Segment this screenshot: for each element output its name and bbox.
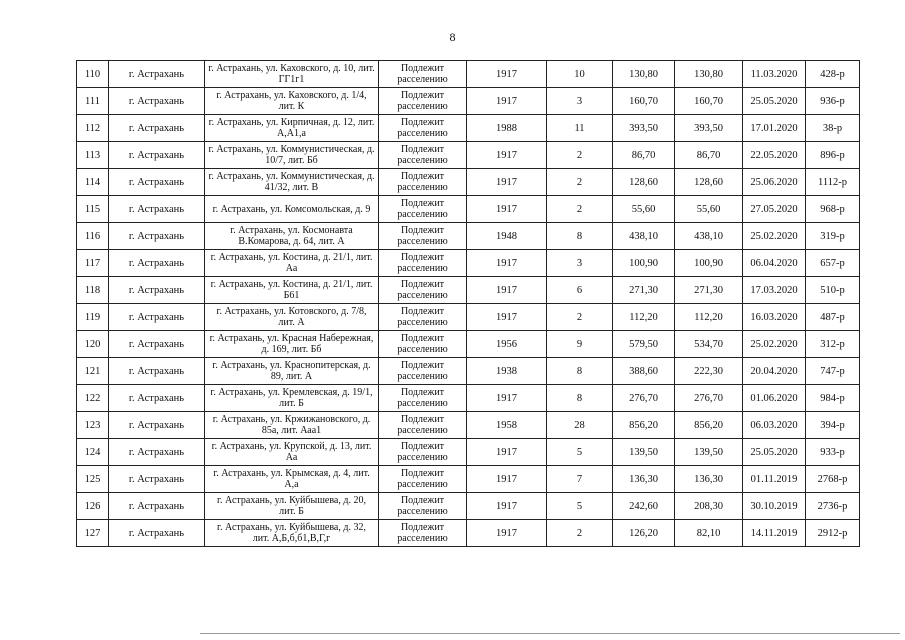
row-number-cell: 118 bbox=[77, 277, 109, 304]
order-number-cell: 428-р bbox=[806, 61, 860, 88]
table-row bbox=[77, 142, 860, 169]
residents-cell: 2 bbox=[547, 520, 613, 547]
date-cell: 01.06.2020 bbox=[743, 385, 806, 412]
row-number-cell: 126 bbox=[77, 493, 109, 520]
address-cell: г. Астрахань, ул. Котовского, д. 7/8, лит. А bbox=[205, 304, 379, 331]
page-number: 8 bbox=[449, 30, 456, 44]
status-cell: Подлежит расселению bbox=[379, 250, 467, 277]
order-number-cell: 747-р bbox=[806, 358, 860, 385]
order-number-cell: 2768-р bbox=[806, 466, 860, 493]
total-area-cell: 139,50 bbox=[613, 439, 675, 466]
date-cell: 17.03.2020 bbox=[743, 277, 806, 304]
residents-cell: 2 bbox=[547, 196, 613, 223]
table-row bbox=[77, 196, 860, 223]
city-cell: г. Астрахань bbox=[109, 277, 205, 304]
status-cell: Подлежит расселению bbox=[379, 385, 467, 412]
total-area-cell: 55,60 bbox=[613, 196, 675, 223]
address-cell: г. Астрахань, ул. Красная Набережная, д. 169, лит. Бб bbox=[205, 331, 379, 358]
address-cell: г. Астрахань, ул. Куйбышева, д. 32, лит. А,Б,б,б1,В,Г,г bbox=[205, 520, 379, 547]
status-cell: Подлежит расселению bbox=[379, 142, 467, 169]
residential-area-cell: 82,10 bbox=[675, 520, 743, 547]
order-number-cell: 1112-р bbox=[806, 169, 860, 196]
year-cell: 1917 bbox=[467, 466, 547, 493]
status-cell: Подлежит расселению bbox=[379, 61, 467, 88]
year-cell: 1917 bbox=[467, 304, 547, 331]
residential-area-cell: 130,80 bbox=[675, 61, 743, 88]
residents-cell: 9 bbox=[547, 331, 613, 358]
status-cell: Подлежит расселению bbox=[379, 331, 467, 358]
address-cell: г. Астрахань, ул. Крымская, д. 4, лит. А,а bbox=[205, 466, 379, 493]
order-number-cell: 312-р bbox=[806, 331, 860, 358]
date-cell: 20.04.2020 bbox=[743, 358, 806, 385]
date-cell: 22.05.2020 bbox=[743, 142, 806, 169]
residents-cell: 6 bbox=[547, 277, 613, 304]
table-row bbox=[77, 169, 860, 196]
residential-area-cell: 393,50 bbox=[675, 115, 743, 142]
row-number-cell: 112 bbox=[77, 115, 109, 142]
residential-area-cell: 139,50 bbox=[675, 439, 743, 466]
address-cell: г. Астрахань, ул. Кирпичная, д. 12, лит. А,А1,а bbox=[205, 115, 379, 142]
order-number-cell: 2736-р bbox=[806, 493, 860, 520]
address-cell: г. Астрахань, ул. Кремлевская, д. 19/1, лит. Б bbox=[205, 385, 379, 412]
total-area-cell: 128,60 bbox=[613, 169, 675, 196]
city-cell: г. Астрахань bbox=[109, 223, 205, 250]
order-number-cell: 38-р bbox=[806, 115, 860, 142]
residents-cell: 8 bbox=[547, 223, 613, 250]
city-cell: г. Астрахань bbox=[109, 88, 205, 115]
year-cell: 1917 bbox=[467, 88, 547, 115]
residents-cell: 2 bbox=[547, 142, 613, 169]
table-row bbox=[77, 223, 860, 250]
date-cell: 16.03.2020 bbox=[743, 304, 806, 331]
city-cell: г. Астрахань bbox=[109, 304, 205, 331]
status-cell: Подлежит расселению bbox=[379, 520, 467, 547]
table-row bbox=[77, 358, 860, 385]
year-cell: 1988 bbox=[467, 115, 547, 142]
address-cell: г. Астрахань, ул. Каховского, д. 1/4, лит. К bbox=[205, 88, 379, 115]
residential-area-cell: 136,30 bbox=[675, 466, 743, 493]
total-area-cell: 388,60 bbox=[613, 358, 675, 385]
address-cell: г. Астрахань, ул. Кржижановского, д. 85а, лит. Ааа1 bbox=[205, 412, 379, 439]
total-area-cell: 271,30 bbox=[613, 277, 675, 304]
table-row bbox=[77, 412, 860, 439]
status-cell: Подлежит расселению bbox=[379, 169, 467, 196]
date-cell: 06.04.2020 bbox=[743, 250, 806, 277]
table-row bbox=[77, 439, 860, 466]
residential-area-cell: 160,70 bbox=[675, 88, 743, 115]
year-cell: 1917 bbox=[467, 61, 547, 88]
table-row bbox=[77, 466, 860, 493]
date-cell: 06.03.2020 bbox=[743, 412, 806, 439]
row-number-cell: 123 bbox=[77, 412, 109, 439]
date-cell: 11.03.2020 bbox=[743, 61, 806, 88]
total-area-cell: 393,50 bbox=[613, 115, 675, 142]
order-number-cell: 984-р bbox=[806, 385, 860, 412]
date-cell: 25.02.2020 bbox=[743, 331, 806, 358]
total-area-cell: 112,20 bbox=[613, 304, 675, 331]
date-cell: 27.05.2020 bbox=[743, 196, 806, 223]
status-cell: Подлежит расселению bbox=[379, 88, 467, 115]
residents-cell: 2 bbox=[547, 169, 613, 196]
status-cell: Подлежит расселению bbox=[379, 304, 467, 331]
city-cell: г. Астрахань bbox=[109, 439, 205, 466]
date-cell: 30.10.2019 bbox=[743, 493, 806, 520]
table-row bbox=[77, 115, 860, 142]
table-body bbox=[77, 61, 860, 547]
status-cell: Подлежит расселению bbox=[379, 277, 467, 304]
residential-area-cell: 208,30 bbox=[675, 493, 743, 520]
status-cell: Подлежит расселению bbox=[379, 223, 467, 250]
status-cell: Подлежит расселению bbox=[379, 358, 467, 385]
date-cell: 25.06.2020 bbox=[743, 169, 806, 196]
order-number-cell: 968-р bbox=[806, 196, 860, 223]
residential-area-cell: 438,10 bbox=[675, 223, 743, 250]
row-number-cell: 116 bbox=[77, 223, 109, 250]
order-number-cell: 319-р bbox=[806, 223, 860, 250]
residential-area-cell: 222,30 bbox=[675, 358, 743, 385]
order-number-cell: 2912-р bbox=[806, 520, 860, 547]
year-cell: 1938 bbox=[467, 358, 547, 385]
total-area-cell: 856,20 bbox=[613, 412, 675, 439]
year-cell: 1956 bbox=[467, 331, 547, 358]
year-cell: 1917 bbox=[467, 493, 547, 520]
table-row bbox=[77, 304, 860, 331]
residential-area-cell: 112,20 bbox=[675, 304, 743, 331]
year-cell: 1917 bbox=[467, 439, 547, 466]
city-cell: г. Астрахань bbox=[109, 115, 205, 142]
order-number-cell: 896-р bbox=[806, 142, 860, 169]
year-cell: 1917 bbox=[467, 277, 547, 304]
table-row bbox=[77, 88, 860, 115]
address-cell: г. Астрахань, ул. Комсомольская, д. 9 bbox=[205, 196, 379, 223]
total-area-cell: 438,10 bbox=[613, 223, 675, 250]
footer-rule bbox=[200, 633, 900, 634]
order-number-cell: 657-р bbox=[806, 250, 860, 277]
status-cell: Подлежит расселению bbox=[379, 196, 467, 223]
housing-registry-table bbox=[76, 60, 860, 547]
city-cell: г. Астрахань bbox=[109, 412, 205, 439]
total-area-cell: 136,30 bbox=[613, 466, 675, 493]
residents-cell: 11 bbox=[547, 115, 613, 142]
status-cell: Подлежит расселению bbox=[379, 115, 467, 142]
year-cell: 1917 bbox=[467, 142, 547, 169]
table-row bbox=[77, 61, 860, 88]
total-area-cell: 130,80 bbox=[613, 61, 675, 88]
row-number-cell: 114 bbox=[77, 169, 109, 196]
row-number-cell: 113 bbox=[77, 142, 109, 169]
year-cell: 1917 bbox=[467, 250, 547, 277]
row-number-cell: 117 bbox=[77, 250, 109, 277]
city-cell: г. Астрахань bbox=[109, 196, 205, 223]
address-cell: г. Астрахань, ул. Краснопитерская, д. 89, лит. А bbox=[205, 358, 379, 385]
address-cell: г. Астрахань, ул. Костина, д. 21/1, лит. Б61 bbox=[205, 277, 379, 304]
table-row bbox=[77, 250, 860, 277]
total-area-cell: 242,60 bbox=[613, 493, 675, 520]
total-area-cell: 86,70 bbox=[613, 142, 675, 169]
row-number-cell: 111 bbox=[77, 88, 109, 115]
city-cell: г. Астрахань bbox=[109, 61, 205, 88]
address-cell: г. Астрахань, ул. Крупской, д. 13, лит. Аа bbox=[205, 439, 379, 466]
table-row bbox=[77, 385, 860, 412]
year-cell: 1917 bbox=[467, 385, 547, 412]
date-cell: 25.05.2020 bbox=[743, 439, 806, 466]
city-cell: г. Астрахань bbox=[109, 142, 205, 169]
address-cell: г. Астрахань, ул. Коммунистическая, д. 10/7, лит. Бб bbox=[205, 142, 379, 169]
total-area-cell: 126,20 bbox=[613, 520, 675, 547]
address-cell: г. Астрахань, ул. Космонавта В.Комарова, д. 64, лит. А bbox=[205, 223, 379, 250]
order-number-cell: 933-р bbox=[806, 439, 860, 466]
row-number-cell: 120 bbox=[77, 331, 109, 358]
residents-cell: 10 bbox=[547, 61, 613, 88]
row-number-cell: 110 bbox=[77, 61, 109, 88]
residential-area-cell: 276,70 bbox=[675, 385, 743, 412]
order-number-cell: 394-р bbox=[806, 412, 860, 439]
city-cell: г. Астрахань bbox=[109, 250, 205, 277]
residents-cell: 5 bbox=[547, 439, 613, 466]
residents-cell: 5 bbox=[547, 493, 613, 520]
order-number-cell: 936-р bbox=[806, 88, 860, 115]
order-number-cell: 487-р bbox=[806, 304, 860, 331]
city-cell: г. Астрахань bbox=[109, 466, 205, 493]
year-cell: 1917 bbox=[467, 169, 547, 196]
residential-area-cell: 100,90 bbox=[675, 250, 743, 277]
table-row bbox=[77, 520, 860, 547]
table-row bbox=[77, 493, 860, 520]
address-cell: г. Астрахань, ул. Каховского, д. 10, лит. ГГ1г1 bbox=[205, 61, 379, 88]
city-cell: г. Астрахань bbox=[109, 520, 205, 547]
residential-area-cell: 271,30 bbox=[675, 277, 743, 304]
city-cell: г. Астрахань bbox=[109, 385, 205, 412]
residents-cell: 3 bbox=[547, 88, 613, 115]
order-number-cell: 510-р bbox=[806, 277, 860, 304]
status-cell: Подлежит расселению bbox=[379, 412, 467, 439]
date-cell: 25.05.2020 bbox=[743, 88, 806, 115]
table-row bbox=[77, 277, 860, 304]
city-cell: г. Астрахань bbox=[109, 331, 205, 358]
city-cell: г. Астрахань bbox=[109, 493, 205, 520]
total-area-cell: 276,70 bbox=[613, 385, 675, 412]
status-cell: Подлежит расселению bbox=[379, 466, 467, 493]
residents-cell: 28 bbox=[547, 412, 613, 439]
residents-cell: 7 bbox=[547, 466, 613, 493]
status-cell: Подлежит расселению bbox=[379, 493, 467, 520]
year-cell: 1958 bbox=[467, 412, 547, 439]
residential-area-cell: 534,70 bbox=[675, 331, 743, 358]
year-cell: 1948 bbox=[467, 223, 547, 250]
residential-area-cell: 86,70 bbox=[675, 142, 743, 169]
total-area-cell: 100,90 bbox=[613, 250, 675, 277]
city-cell: г. Астрахань bbox=[109, 358, 205, 385]
date-cell: 25.02.2020 bbox=[743, 223, 806, 250]
table-row bbox=[77, 331, 860, 358]
row-number-cell: 125 bbox=[77, 466, 109, 493]
row-number-cell: 122 bbox=[77, 385, 109, 412]
status-cell: Подлежит расселению bbox=[379, 439, 467, 466]
residential-area-cell: 55,60 bbox=[675, 196, 743, 223]
residents-cell: 8 bbox=[547, 385, 613, 412]
address-cell: г. Астрахань, ул. Коммунистическая, д. 41/32, лит. В bbox=[205, 169, 379, 196]
row-number-cell: 115 bbox=[77, 196, 109, 223]
residents-cell: 2 bbox=[547, 304, 613, 331]
total-area-cell: 160,70 bbox=[613, 88, 675, 115]
date-cell: 14.11.2019 bbox=[743, 520, 806, 547]
residential-area-cell: 856,20 bbox=[675, 412, 743, 439]
date-cell: 01.11.2019 bbox=[743, 466, 806, 493]
total-area-cell: 579,50 bbox=[613, 331, 675, 358]
row-number-cell: 119 bbox=[77, 304, 109, 331]
city-cell: г. Астрахань bbox=[109, 169, 205, 196]
row-number-cell: 121 bbox=[77, 358, 109, 385]
year-cell: 1917 bbox=[467, 520, 547, 547]
row-number-cell: 124 bbox=[77, 439, 109, 466]
row-number-cell: 127 bbox=[77, 520, 109, 547]
residential-area-cell: 128,60 bbox=[675, 169, 743, 196]
address-cell: г. Астрахань, ул. Костина, д. 21/1, лит. Аа bbox=[205, 250, 379, 277]
residents-cell: 3 bbox=[547, 250, 613, 277]
year-cell: 1917 bbox=[467, 196, 547, 223]
address-cell: г. Астрахань, ул. Куйбышева, д. 20, лит. Б bbox=[205, 493, 379, 520]
residents-cell: 8 bbox=[547, 358, 613, 385]
date-cell: 17.01.2020 bbox=[743, 115, 806, 142]
